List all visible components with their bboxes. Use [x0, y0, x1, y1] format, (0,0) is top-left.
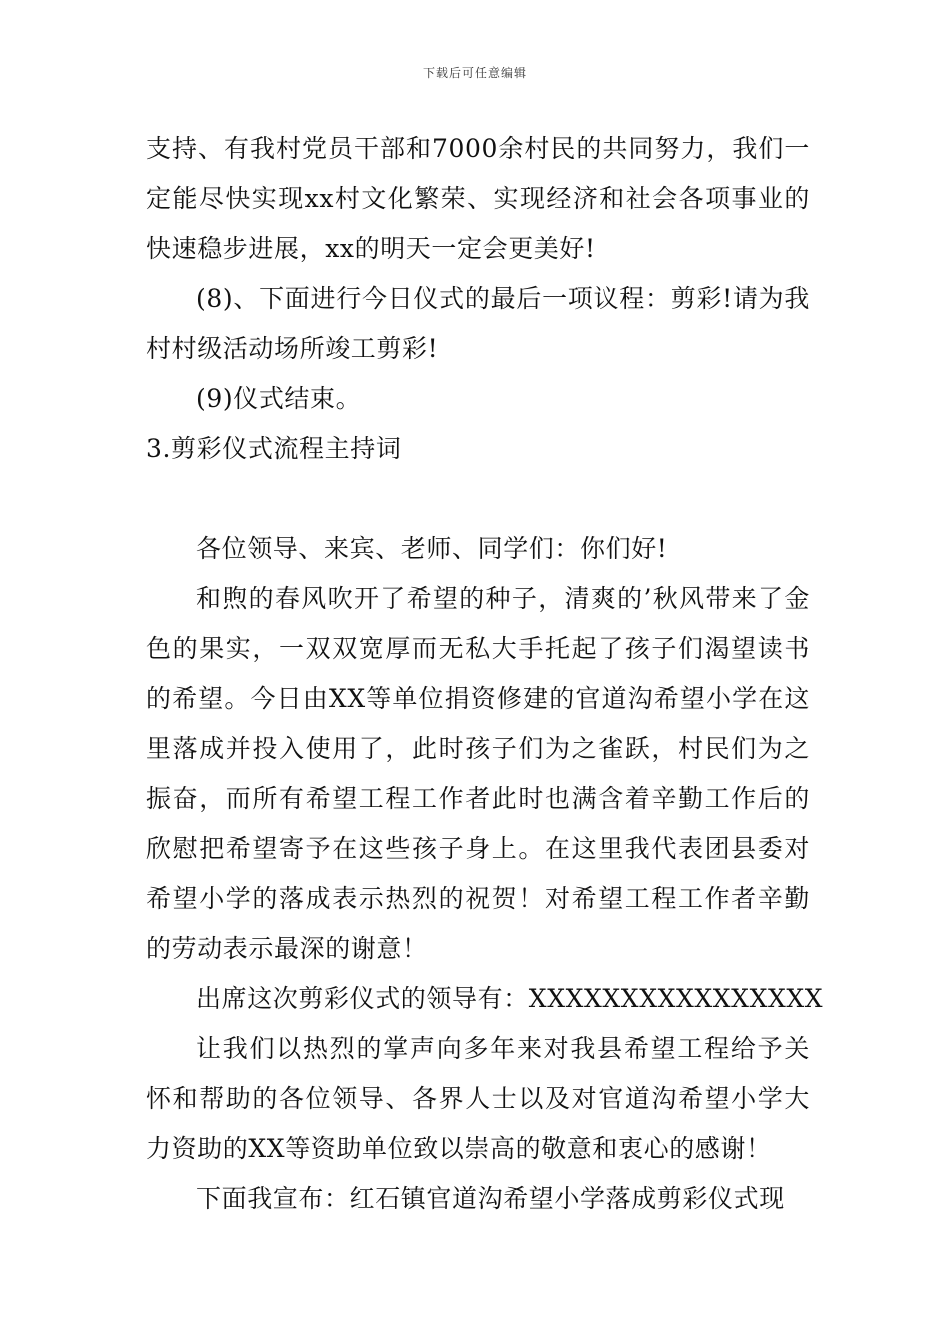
paragraph-agenda-9: (9)仪式结束。 — [196, 384, 362, 413]
document-body — [146, 124, 824, 1224]
paragraph-leaders: 出席这次剪彩仪式的领导有：XXXXXXXXXXXXXXXX — [196, 984, 824, 1013]
paragraph-opening: 和煦的春风吹开了希望的种子，清爽的’秋风带来了金色的果实，一双双宽厚而无私大手托起了孩子们渴望读书的希望。今日由XX等单位捐资修建的官道沟希望小学在这里落成并投入使用了，此时孩子们为之雀跃，村民们为之振奋，而所有希望工程工作者此时也满含着辛勤工作后的欣慰把希望寄予在这些孩子身上。在这里我代表团县委对希望小学的落成表示热烈的祝贺！对希望工程工作者辛勤的劳动表示最深的谢意！ — [146, 584, 810, 963]
blank-line — [146, 474, 810, 524]
paragraph-agenda-8: (8)、下面进行今日仪式的最后一项议程：剪彩!请为我村村级活动场所竣工剪彩! — [146, 284, 810, 363]
paragraph-support: 支持、有我村党员干部和7000余村民的共同努力，我们一定能尽快实现xx村文化繁荣、实现经济和社会各项事业的快速稳步进展，xx的明天一定会更美好! — [146, 134, 810, 263]
paragraph-greeting: 各位领导、来宾、老师、同学们：你们好! — [196, 534, 668, 563]
paragraph-announcement: 下面我宣布：红石镇官道沟希望小学落成剪彩仪式现 — [196, 1184, 785, 1213]
section-heading: 3.剪彩仪式流程主持词 — [146, 434, 402, 463]
paragraph-thanks: 让我们以热烈的掌声向多年来对我县希望工程给予关怀和帮助的各位领导、各界人士以及对官道沟希望小学大力资助的XX等资助单位致以崇高的敬意和衷心的感谢！ — [146, 1034, 810, 1163]
page-header: 下载后可任意编辑 — [422, 66, 527, 80]
